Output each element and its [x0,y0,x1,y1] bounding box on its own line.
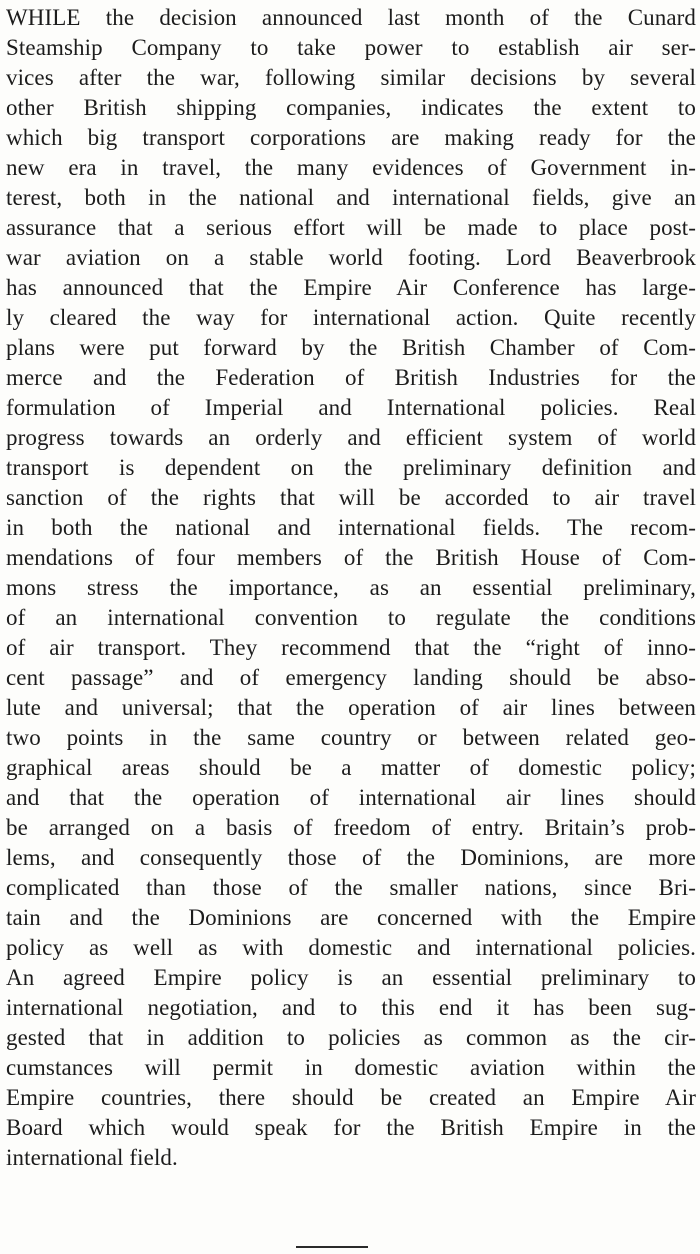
article-line: terest, both in the national and international fields, give an [6,185,696,210]
article-line: Steamship Company to take power to establish air ser- [6,35,696,60]
article-line: sanction of the rights that will be accorded to air travel [6,485,696,510]
article-line: complicated than those of the smaller nations, since Bri- [6,875,696,900]
article-line: international field. [6,1145,178,1170]
article-line: ly cleared the way for international action. Quite recently [6,305,696,330]
article-line: Empire countries, there should be created an Empire Air [6,1085,696,1110]
article-line: transport is dependent on the preliminary definition and [6,455,696,480]
article-line: lems, and consequently those of the Dominions, are more [6,845,696,870]
article-line: tain and the Dominions are concerned with the Empire [6,905,696,930]
article-line: and that the operation of international air lines should [6,785,696,810]
section-divider-rule [296,1246,368,1248]
article-line: be arranged on a basis of freedom of entry. Britain’s prob- [6,815,696,840]
article-line: WHILE the decision announced last month of the Cunard [6,5,696,30]
article-line: mons stress the importance, as an essential preliminary, [6,575,696,600]
article-line: formulation of Imperial and International policies. Real [6,395,696,420]
article-line: of an international convention to regulate the conditions [6,605,696,630]
article-line: Board which would speak for the British Empire in the [6,1115,696,1140]
article-line: which big transport corporations are making ready for the [6,125,696,150]
article-line: new era in travel, the many evidences of Government in- [6,155,696,180]
article-line: has announced that the Empire Air Conference has large- [6,275,696,300]
article-line: mendations of four members of the British House of Com- [6,545,696,570]
article-line: two points in the same country or between related geo- [6,725,696,750]
article-line: plans were put forward by the British Chamber of Com- [6,335,696,360]
article-line: cent passage” and of emergency landing should be abso- [6,665,696,690]
article-line: other British shipping companies, indicates the extent to [6,95,696,120]
article-line: merce and the Federation of British Industries for the [6,365,696,390]
article-line: graphical areas should be a matter of domestic policy; [6,755,696,780]
article-line: cumstances will permit in domestic aviation within the [6,1055,696,1080]
article-line: policy as well as with domestic and international policies. [6,935,696,960]
article-line: An agreed Empire policy is an essential preliminary to [6,965,696,990]
article-column [6,3,696,1173]
article-line: lute and universal; that the operation of air lines between [6,695,696,720]
article-line: gested that in addition to policies as common as the cir- [6,1025,696,1050]
article-line: international negotiation, and to this end it has been sug- [6,995,696,1020]
article-line: assurance that a serious effort will be made to place post- [6,215,696,240]
article-line: vices after the war, following similar decisions by several [6,65,696,90]
article-line: of air transport. They recommend that the “right of inno- [6,635,696,660]
article-line: progress towards an orderly and efficient system of world [6,425,696,450]
article-line: in both the national and international fields. The recom- [6,515,696,540]
article-line: war aviation on a stable world footing. Lord Beaverbrook [6,245,696,270]
